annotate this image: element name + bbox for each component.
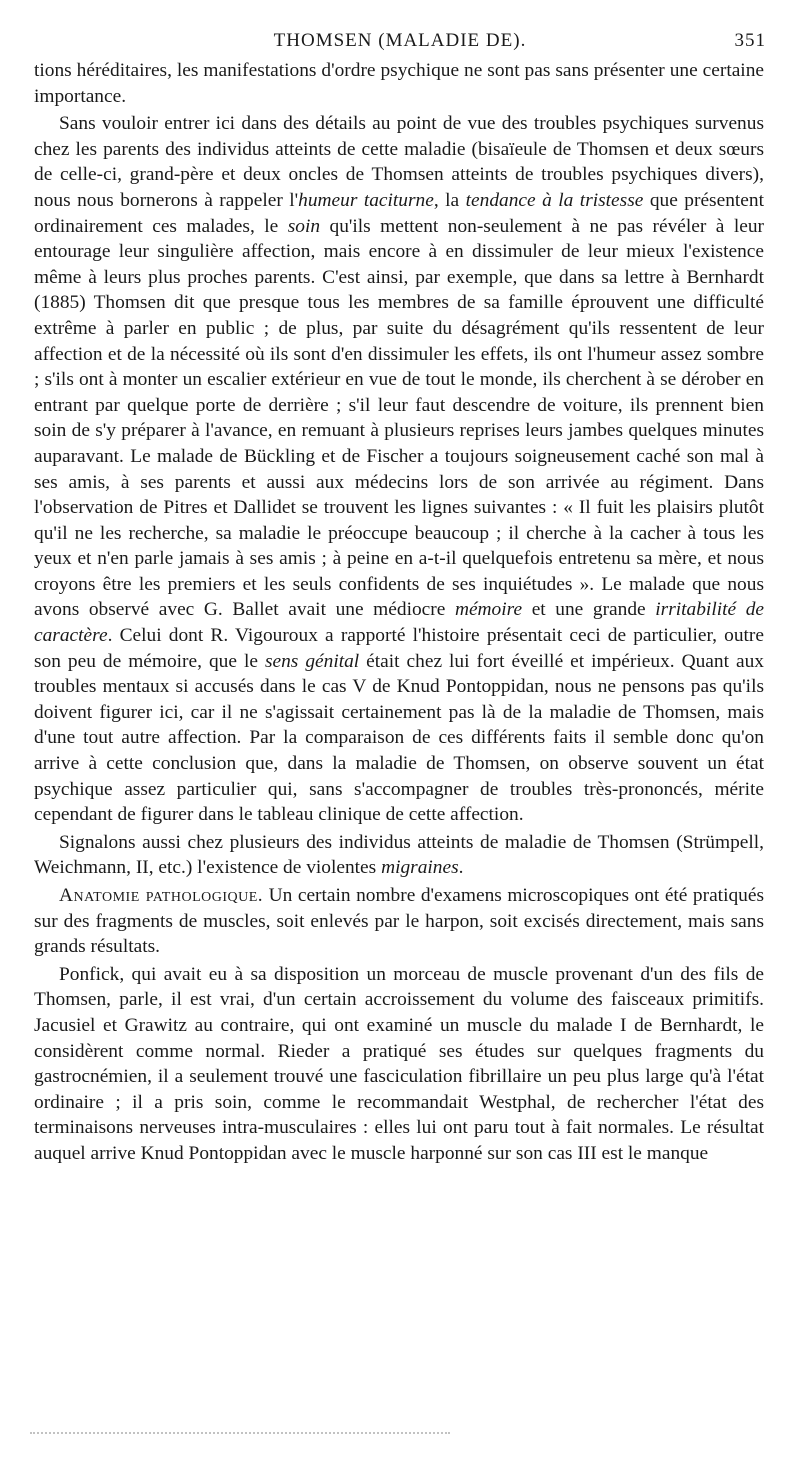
bottom-scan-marks xyxy=(30,1432,450,1438)
italic-term: humeur taciturne xyxy=(298,189,434,211)
text-run: et une grande xyxy=(522,599,656,621)
paragraph-continuation xyxy=(34,58,764,109)
text-run: était chez lui fort éveillé et impérieux. Quant aux troubles mentaux si accusés dans le cas V de Knud Pontoppidan, nous ne pensons pas qu'ils doivent figurer ici, car il ne s'agissait certainement pas là de la maladie de Thomsen, mais d'une tout autre affection. Par la comparaison de ces différents faits il semble donc qu'on arrive à cette conclusion que, dans la maladie de Thomsen, on observe souvent un état psychique assez particulier qui, sans s'accompagner de troubles très-prononcés, mérite cependant de figurer dans le tableau clinique de cette affection. xyxy=(34,650,764,826)
italic-term: sens génital xyxy=(264,650,360,672)
text-run: . xyxy=(458,857,464,879)
text-run: . Celui dont R. Vigouroux a rapporté l'histoire présentait ceci de particulier, outre son peu de mémoire, que le xyxy=(34,625,764,672)
running-title: THOMSEN (MALADIE DE). xyxy=(273,30,527,51)
text-run: tions héréditaires, les manifestations d'ordre psychique ne sont pas sans présenter une certaine importance. xyxy=(34,60,764,107)
paragraph-ponfick xyxy=(34,962,764,1167)
italic-term: irritabilité de caractère xyxy=(34,599,764,647)
italic-term: migraines xyxy=(381,857,459,879)
body-text xyxy=(34,58,764,1167)
paragraph-migraines xyxy=(34,830,764,881)
paragraph-psychic-troubles xyxy=(34,111,764,828)
page-number: 351 xyxy=(734,30,766,51)
italic-term: tendance à la tristesse xyxy=(465,189,644,211)
italic-term: soin xyxy=(287,215,321,237)
text-run: Signalons aussi chez plusieurs des individus atteints de maladie de Thomsen (Strümpell, Weichmann, II, etc.) l'existence de violentes xyxy=(34,831,764,879)
text-run: , la xyxy=(433,189,466,211)
text-run: qu'ils mettent non-seulement à ne pas révéler à leur entourage leur singulière affection, mais encore à en dissimuler de leur mieux l'existence même à leurs plus proches parents. C'est ainsi, par exemple, que dans sa lettre à Bernhardt (1885) Thomsen dit que presque tous les membres de sa famille éprouvent une difficulté extrême à parler en public ; de plus, par suite du désagrément qu'ils ressentent de leur affection et de la nécessité où ils sont d'en dissimuler les effets, ils ont l'humeur assez sombre ; s'ils ont à monter un escalier extérieur en vue de tout le monde, ils cherchent à se dérober en entrant par quelque porte de derrière ; s'il leur faut descendre de voiture, ils prennent bien soin de s'y préparer à l'avance, en remuant à plusieurs reprises leurs jambes quelques minutes auparavant. Le malade de Bückling et de Fischer a toujours soigneusement caché son mal à ses amis, à ses parents et aussi aux médecins lors de son arrivée au régiment. Dans l'observation de Pitres et Dallidet se trouvent les lignes suivantes : « Il fuit les plaisirs plutôt qu'il ne les recherche, sa maladie le préoccupe beaucoup ; il cherche à la cacher à tous les yeux et n'en parle jamais à ses amis ; à peine en a-t-il quelquefois entretenu sa mère, et nous croyons être les premiers et les seuls confidents de ses inquiétudes ». Le malade que nous avons observé avec G. Ballet avait une médiocre xyxy=(34,215,764,621)
italic-term: mémoire xyxy=(454,599,523,621)
text-run: Ponfick, qui avait eu à sa disposition un morceau de muscle provenant d'un des fils de Thomsen, parle, il est vrai, d'un certain accroissement du volume des faisceaux primitifs. Jacusiel et Grawitz au contraire, qui ont examiné un muscle du malade I de Bernhardt, le considèrent comme normal. Rieder a pratiqué ses études sur quelques fragments du gastrocnémien, il a seulement trouvé une fasciculation fibrillaire un peu plus large qu'à l'état ordinaire ; il a pris soin, comme le recommandait Westphal, de rechercher l'état des terminaisons nerveuses intra-musculaires : elles lui ont paru tout à fait normales. Le résultat auquel arrive Knud Pontoppidan avec le muscle harponné sur son cas III est le manque xyxy=(34,963,764,1164)
paragraph-anatomie-pathologique xyxy=(34,883,764,960)
page-header xyxy=(34,30,766,54)
section-heading: Anatomie pathologique. xyxy=(59,885,264,906)
text-run: Un certain nombre d'examens microscopiques ont été pratiqués sur des fragments de muscles, soit enlevés par le harpon, soit excisés directement, mais sans grands résultats. xyxy=(34,885,764,958)
text-run: que présentent ordinairement ces malades, le xyxy=(34,189,764,237)
text-run: Sans vouloir entrer ici dans des détails au point de vue des troubles psychiques survenus chez les parents des individus atteints de cette maladie (bisaïeule de Thomsen et deux sœurs de celle-ci, grand-père et deux oncles de Thomsen atteints de troubles psychiques divers), nous nous bornerons à rappeler l' xyxy=(34,113,764,211)
